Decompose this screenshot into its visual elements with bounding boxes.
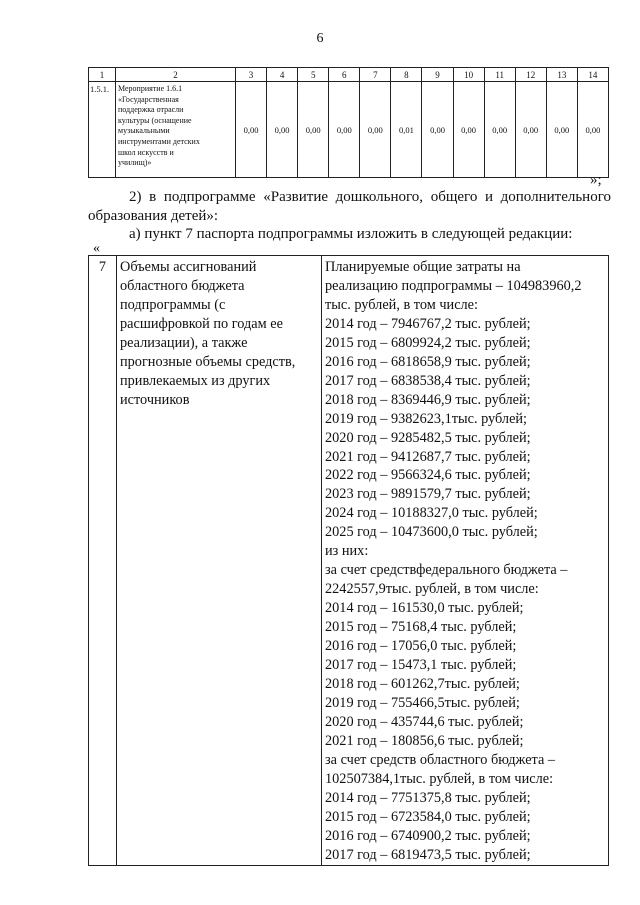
content-line: за счет средств областного бюджета – bbox=[325, 751, 556, 768]
value-cell: 0,00 bbox=[298, 82, 329, 178]
content-line: 2017 год – 6838538,4 тыс. рублей; bbox=[325, 372, 531, 389]
opening-quote-mark: « bbox=[93, 241, 100, 256]
measures-table bbox=[88, 67, 609, 178]
description-line: «Государственная bbox=[118, 94, 179, 104]
description-line: школ искусств и bbox=[118, 147, 174, 157]
title-line: областного бюджета bbox=[120, 277, 245, 294]
passport-item-title bbox=[117, 256, 322, 866]
page-number: 6 bbox=[316, 31, 324, 46]
content-line: 2018 год – 601262,7тыс. рублей; bbox=[325, 675, 520, 692]
content-line: 2021 год – 180856,6 тыс. рублей; bbox=[325, 732, 524, 749]
value-cell: 0,00 bbox=[453, 82, 484, 178]
value-cell: 0,01 bbox=[391, 82, 422, 178]
description-line: поддержка отрасли bbox=[118, 105, 184, 115]
row-number: 1.5.1. bbox=[89, 82, 116, 178]
title-line: привлекаемых из других bbox=[120, 372, 271, 389]
content-line: 2016 год – 17056,0 тыс. рублей; bbox=[325, 638, 517, 655]
table-header-row bbox=[89, 68, 609, 82]
column-header: 13 bbox=[546, 68, 577, 82]
value-cell: 0,00 bbox=[329, 82, 360, 178]
content-line: 2023 год – 9891579,7 тыс. рублей; bbox=[325, 486, 531, 503]
description-line: инструментами детских bbox=[118, 136, 200, 146]
content-line: 2242557,9тыс. рублей, в том числе: bbox=[325, 581, 539, 598]
content-line: 2016 год – 6818658,9 тыс. рублей; bbox=[325, 353, 531, 370]
description-line: музыкальными bbox=[118, 126, 170, 136]
content-line: 2020 год – 9285482,5 тыс. рублей; bbox=[325, 429, 531, 446]
value-cell: 0,00 bbox=[422, 82, 453, 178]
description-line: культуры (оснащение bbox=[118, 115, 192, 125]
content-line: 2019 год – 9382623,1тыс. рублей; bbox=[325, 410, 528, 427]
content-line: 2015 год – 75168,4 тыс. рублей; bbox=[325, 619, 517, 636]
title-line: Объемы ассигнований bbox=[120, 259, 257, 275]
content-line: 2021 год – 9412687,7 тыс. рублей; bbox=[325, 448, 531, 465]
measure-description bbox=[116, 82, 236, 178]
column-header: 7 bbox=[360, 68, 391, 82]
content-line: 2016 год – 6740900,2 тыс. рублей; bbox=[325, 827, 531, 844]
content-line: 2022 год – 9566324,6 тыс. рублей; bbox=[325, 467, 531, 484]
passport-item-number: 7 bbox=[89, 256, 117, 866]
value-cell: 0,00 bbox=[360, 82, 391, 178]
content-line: 102507384,1тыс. рублей, в том числе: bbox=[325, 770, 554, 787]
content-line: 2014 год – 7946767,2 тыс. рублей; bbox=[325, 315, 531, 332]
value-cell: 0,00 bbox=[546, 82, 577, 178]
value-cell: 0,00 bbox=[484, 82, 515, 178]
amendment-subparagraph: а) пункт 7 паспорта подпрограммы изложить в следующей редакции: bbox=[129, 226, 573, 242]
column-header: 12 bbox=[515, 68, 546, 82]
column-header: 3 bbox=[236, 68, 267, 82]
content-line: 2014 год – 7751375,8 тыс. рублей; bbox=[325, 789, 531, 806]
content-line: 2024 год – 10188327,0 тыс. рублей; bbox=[325, 505, 538, 522]
passport-table bbox=[88, 255, 609, 866]
value-cell: 0,00 bbox=[267, 82, 298, 178]
title-line: прогнозные объемы средств, bbox=[120, 353, 296, 370]
column-header: 6 bbox=[329, 68, 360, 82]
title-line: источников bbox=[120, 391, 190, 408]
column-header: 8 bbox=[391, 68, 422, 82]
content-line: 2025 год – 10473600,0 тыс. рублей; bbox=[325, 524, 538, 541]
column-header: 4 bbox=[267, 68, 298, 82]
description-line: Мероприятие 1.6.1 bbox=[118, 84, 183, 93]
value-cell: 0,00 bbox=[577, 82, 608, 178]
content-line: 2017 год – 6819473,5 тыс. рублей; bbox=[325, 846, 531, 863]
column-header: 11 bbox=[484, 68, 515, 82]
content-line: 2014 год – 161530,0 тыс. рублей; bbox=[325, 600, 524, 617]
content-line: 2018 год – 8369446,9 тыс. рублей; bbox=[325, 391, 531, 408]
description-line: училищ)» bbox=[118, 158, 152, 168]
content-line: тыс. рублей, в том числе: bbox=[325, 296, 478, 313]
title-line: подпрограммы (с bbox=[120, 296, 226, 313]
column-header: 1 bbox=[89, 68, 116, 82]
content-line: 2019 год – 755466,5тыс. рублей; bbox=[325, 694, 520, 711]
value-cell: 0,00 bbox=[236, 82, 267, 178]
content-line: из них: bbox=[325, 543, 369, 560]
column-header: 10 bbox=[453, 68, 484, 82]
content-line: 2015 год – 6809924,2 тыс. рублей; bbox=[325, 334, 531, 351]
content-line: Планируемые общие затраты на bbox=[325, 259, 521, 275]
amendment-paragraph: 2) в подпрограмме «Развитие дошкольного, общего и дополнительного образования детей»: bbox=[88, 189, 611, 224]
content-line: 2020 год – 435744,6 тыс. рублей; bbox=[325, 713, 524, 730]
content-line: реализацию подпрограммы – 104983960,2 bbox=[325, 277, 582, 294]
column-header: 2 bbox=[116, 68, 236, 82]
passport-item-content bbox=[322, 256, 609, 866]
content-line: 2015 год – 6723584,0 тыс. рублей; bbox=[325, 808, 531, 825]
content-line: 2017 год – 15473,1 тыс. рублей; bbox=[325, 657, 517, 674]
value-cell: 0,00 bbox=[515, 82, 546, 178]
table-row bbox=[89, 82, 609, 178]
table-row bbox=[89, 256, 609, 866]
closing-quote-mark: »; bbox=[590, 172, 602, 188]
title-line: реализации), а также bbox=[120, 334, 248, 351]
content-line: за счет средствфедерального бюджета – bbox=[325, 562, 568, 579]
column-header: 5 bbox=[298, 68, 329, 82]
column-header: 9 bbox=[422, 68, 453, 82]
title-line: расшифровкой по годам ее bbox=[120, 315, 283, 332]
column-header: 14 bbox=[577, 68, 608, 82]
